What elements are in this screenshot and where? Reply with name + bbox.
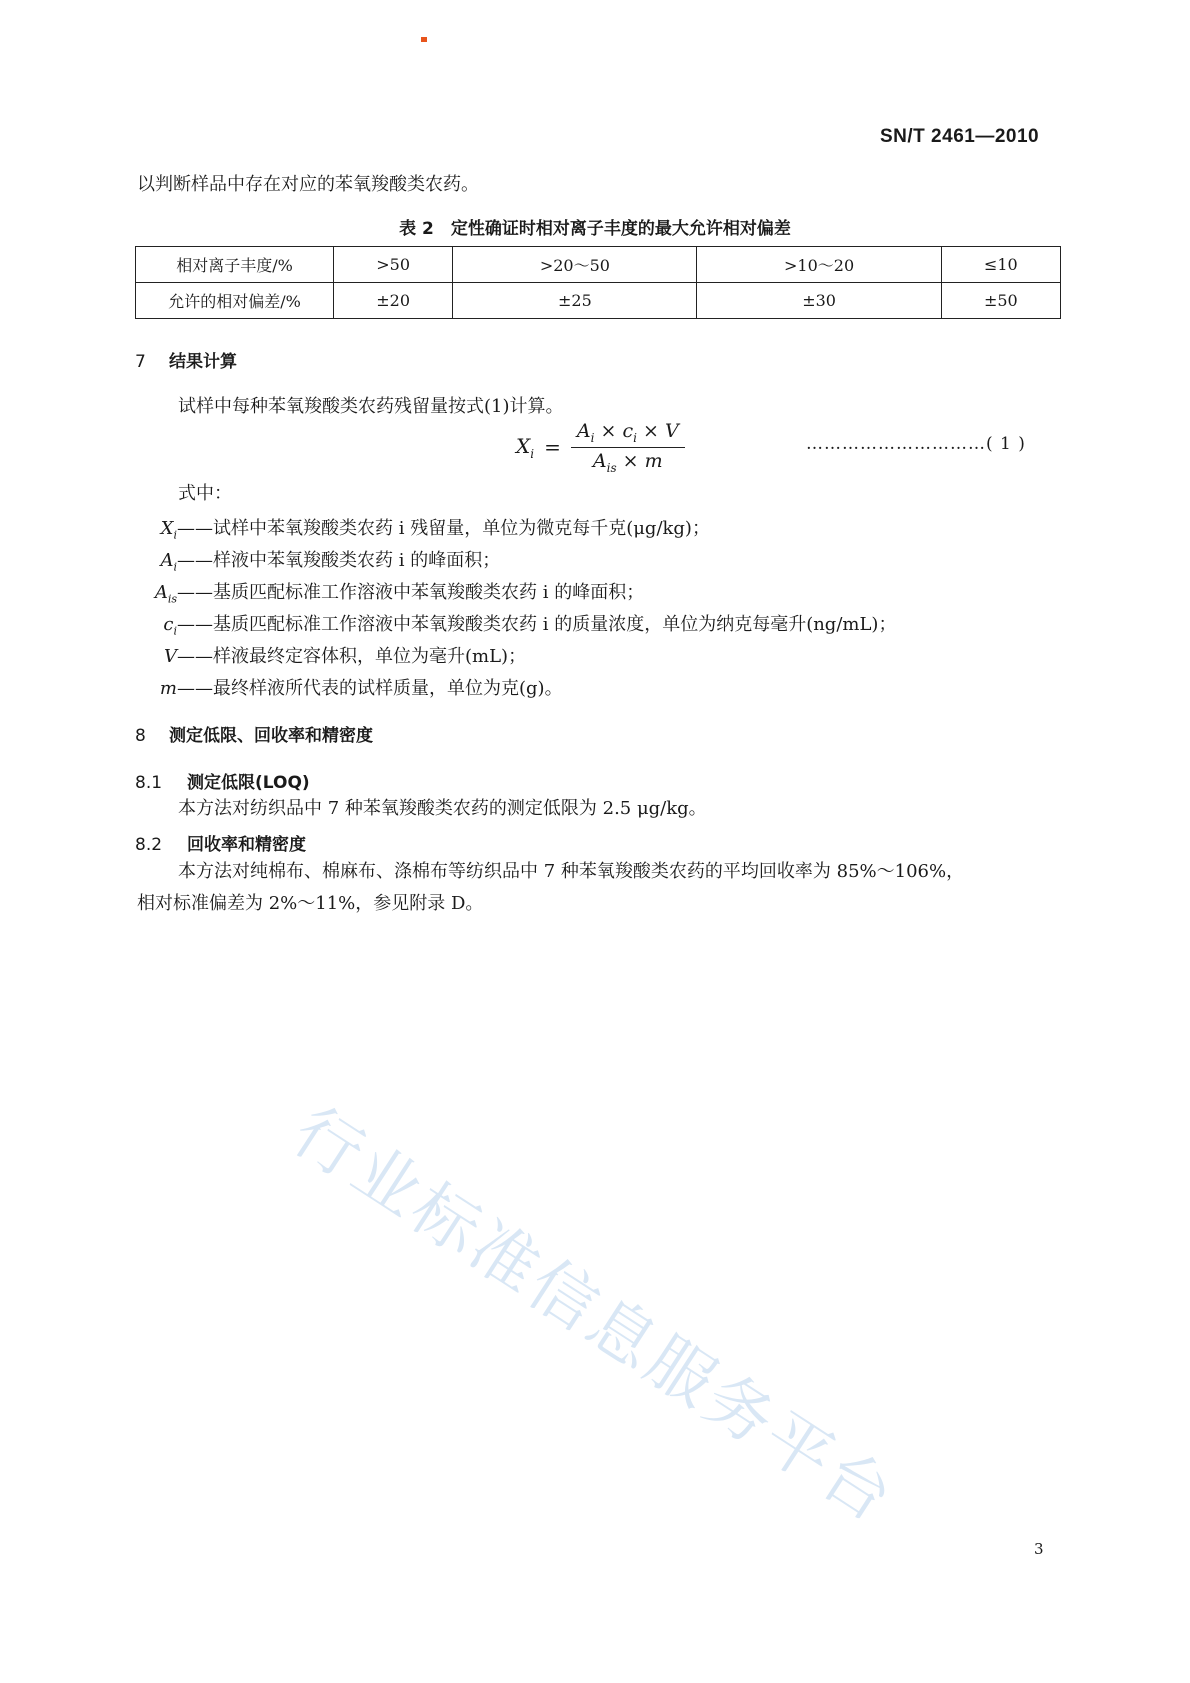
section-7-paragraph: 试样中每种苯氧羧酸类农药残留量按式(1)计算。 — [178, 396, 564, 417]
table-row — [136, 247, 1061, 283]
subsection-number: 8.1 — [135, 773, 163, 793]
table-cell: ±25 — [453, 283, 697, 319]
table-cell: ±20 — [334, 283, 453, 319]
section-8-heading — [135, 721, 373, 746]
formula-denominator: $A_{is} \times m$ — [592, 449, 663, 475]
section-title: 结果计算 — [169, 352, 237, 372]
orange-marker — [421, 37, 427, 42]
table-cell: ≤10 — [941, 247, 1060, 283]
section-title: 测定低限、回收率和精密度 — [169, 726, 373, 746]
subsection-title: 回收率和精密度 — [187, 835, 306, 855]
equals-sign: = — [544, 435, 561, 460]
definition-item: V——样液最终定容体积，单位为毫升(mL)； — [164, 646, 527, 667]
table-cell: >50 — [334, 247, 453, 283]
table-cell: 相对离子丰度/% — [136, 247, 334, 283]
definition-item: m——最终样液所代表的试样质量，单位为克(g)。 — [159, 678, 563, 699]
formula-lhs: $X_i$ — [516, 433, 535, 461]
table-row — [136, 283, 1061, 319]
section-8-1-heading — [135, 768, 310, 793]
definition-item: $X_i——$试样中苯氧羧酸类农药 i 残留量，单位为微克每千克(μg/kg)； — [160, 518, 710, 542]
section-number: 7 — [135, 352, 146, 372]
section-8-1-text: 本方法对纺织品中 7 种苯氧羧酸类农药的测定低限为 2.5 μg/kg。 — [178, 798, 707, 819]
table-cell: >20～50 — [453, 247, 697, 283]
subsection-title: 测定低限(LOQ) — [187, 773, 310, 793]
table-cell: 允许的相对偏差/% — [136, 283, 334, 319]
definition-item: $A_i——$样液中苯氧羧酸类农药 i 的峰面积； — [160, 550, 501, 574]
table-caption: 表 2 定性确证时相对离子丰度的最大允许相对偏差 — [399, 219, 791, 239]
standard-code: SN/T 2461—2010 — [880, 126, 1040, 147]
where-label: 式中： — [178, 483, 232, 504]
page-number: 3 — [1034, 1540, 1044, 1558]
section-number: 8 — [135, 726, 146, 746]
section-7-heading — [135, 347, 237, 372]
section-8-2-text-line1: 本方法对纯棉布、棉麻布、涤棉布等纺织品中 7 种苯氧羧酸类农药的平均回收率为 85%～106%， — [178, 861, 965, 882]
formula-1 — [516, 420, 685, 475]
formula-fraction — [571, 420, 685, 475]
relative-abundance-table — [135, 246, 1061, 319]
intro-line: 以判断样品中存在对应的苯氧羧酸类农药。 — [137, 174, 479, 195]
table-cell: ±30 — [697, 283, 941, 319]
definition-item: $c_i——$基质匹配标准工作溶液中苯氧羧酸类农药 i 的质量浓度，单位为纳克每毫升(ng/mL)； — [163, 614, 897, 638]
section-8-2-heading — [135, 830, 306, 855]
table-cell: ±50 — [941, 283, 1060, 319]
definition-item: $A_{is}——$基质匹配标准工作溶液中苯氧羧酸类农药 i 的峰面积； — [154, 582, 645, 606]
section-8-2-text-line2: 相对标准偏差为 2%～11%，参见附录 D。 — [137, 893, 484, 914]
equation-number: …………………………( 1 ) — [806, 434, 1026, 454]
watermark: 行业标准信息服务平台 — [279, 1092, 909, 1539]
formula-numerator: $A_i \times c_i \times V$ — [571, 420, 685, 448]
subsection-number: 8.2 — [135, 835, 163, 855]
table-cell: >10～20 — [697, 247, 941, 283]
